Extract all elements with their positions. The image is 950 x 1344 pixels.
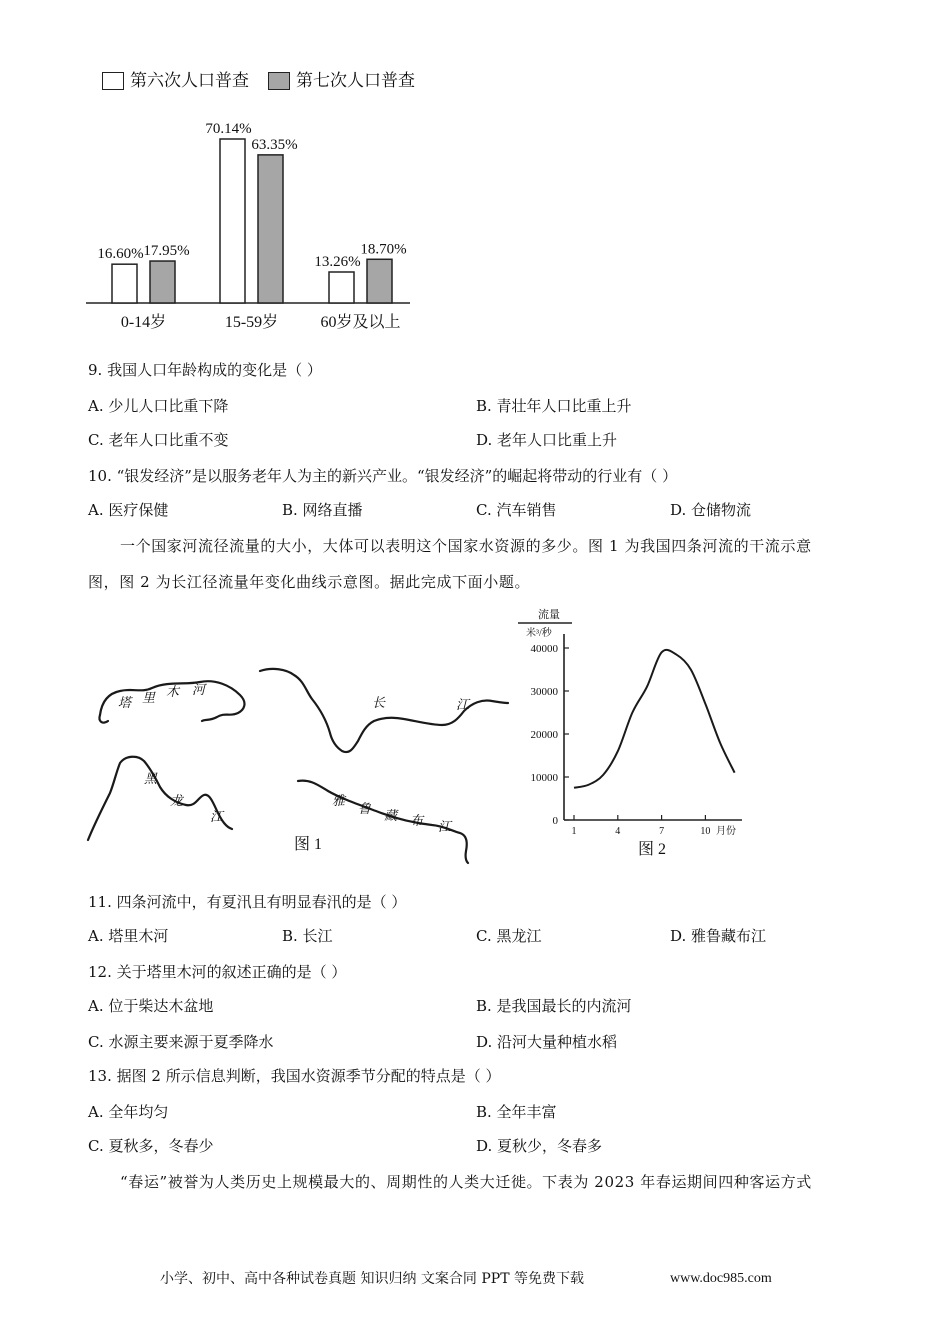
q12-option-d[interactable]: D. 沿河大量种植水稻 bbox=[476, 1033, 618, 1051]
q10-option-c[interactable]: C. 汽车销售 bbox=[476, 501, 557, 519]
runoff-x-tick-label-0: 1 bbox=[571, 826, 577, 837]
q11-option-b[interactable]: B. 长江 bbox=[282, 927, 333, 945]
q11-option-c[interactable]: C. 黑龙江 bbox=[476, 927, 542, 945]
passage-rivers-line1: 一个国家河流径流量的大小，大体可以表明这个国家水资源的多少。图 1 为我国四条河流的干流示意 bbox=[120, 537, 812, 555]
runoff-y-title: 流量 bbox=[538, 609, 560, 621]
q9-option-b[interactable]: B. 青壮年人口比重上升 bbox=[476, 397, 632, 415]
bar-value-label-sixth-2: 13.26% bbox=[314, 253, 361, 270]
legend-label-sixth: 第六次人口普查 bbox=[130, 71, 249, 91]
bar-sixth-1 bbox=[220, 139, 245, 303]
bar-value-label-seventh-1: 63.35% bbox=[251, 136, 298, 153]
q13-option-b[interactable]: B. 全年丰富 bbox=[476, 1103, 557, 1121]
heilong-label-3: 江 bbox=[210, 809, 224, 824]
legend-label-seventh: 第七次人口普查 bbox=[296, 71, 415, 91]
q13-stem: 13. 据图 2 所示信息判断，我国水资源季节分配的特点是（ ） bbox=[88, 1067, 501, 1085]
runoff-x-tick-label-2: 7 bbox=[659, 826, 665, 837]
yarlung-label-5: 江 bbox=[438, 819, 452, 834]
bar-seventh-2 bbox=[367, 259, 392, 303]
yangtze-label-2: 江 bbox=[456, 697, 470, 712]
footer-url[interactable]: www.doc985.com bbox=[670, 1271, 772, 1286]
q13-option-a[interactable]: A. 全年均匀 bbox=[88, 1103, 169, 1121]
bar-category-label-0: 0-14岁 bbox=[120, 314, 167, 331]
figure2-runoff-chart bbox=[510, 606, 770, 862]
q11-option-a[interactable]: A. 塔里木河 bbox=[88, 927, 169, 945]
yarlung-label-3: 藏 bbox=[384, 808, 398, 823]
tarim-label-2: 里 bbox=[142, 690, 156, 705]
bar-seventh-1 bbox=[258, 155, 283, 303]
q12-option-b[interactable]: B. 是我国最长的内流河 bbox=[476, 997, 632, 1015]
passage-rivers-line2: 图，图 2 为长江径流量年变化曲线示意图。据此完成下面小题。 bbox=[88, 573, 531, 591]
runoff-y-tick-label-3: 10000 bbox=[530, 772, 558, 784]
bar-value-label-seventh-0: 17.95% bbox=[143, 243, 190, 260]
runoff-curve bbox=[574, 650, 735, 788]
yarlung-label-4: 布 bbox=[410, 813, 424, 828]
bar-seventh-0 bbox=[150, 261, 175, 303]
yangtze-river-line bbox=[260, 669, 508, 752]
bar-value-label-seventh-2: 18.70% bbox=[360, 241, 407, 258]
footer-text: 小学、初中、高中各种试卷真题 知识归纳 文案合同 PPT 等免费下载 bbox=[160, 1271, 584, 1287]
bar-category-label-2: 60岁及以上 bbox=[320, 314, 401, 331]
q11-option-d[interactable]: D. 雅鲁藏布江 bbox=[670, 927, 767, 945]
runoff-x-tick-label-3: 10 bbox=[700, 826, 711, 837]
bar-sixth-0 bbox=[112, 264, 137, 303]
q11-stem: 11. 四条河流中，有夏汛且有明显春汛的是（ ） bbox=[88, 893, 407, 911]
legend-swatch-sixth bbox=[102, 72, 124, 90]
yangtze-label-1: 长 bbox=[372, 695, 386, 710]
tarim-label-4: 河 bbox=[192, 682, 206, 697]
q10-option-b[interactable]: B. 网络直播 bbox=[282, 501, 363, 519]
q10-option-d[interactable]: D. 仓储物流 bbox=[670, 501, 752, 519]
yarlung-label-2: 鲁 bbox=[358, 801, 372, 816]
runoff-y-tick-label-2: 20000 bbox=[530, 729, 558, 741]
runoff-x-unit: 月份 bbox=[716, 826, 736, 837]
tarim-label-3: 木 bbox=[166, 684, 180, 699]
legend-swatch-seventh bbox=[268, 72, 290, 90]
q9-option-d[interactable]: D. 老年人口比重上升 bbox=[476, 431, 618, 449]
figure1-river-map bbox=[80, 655, 510, 865]
q13-option-d[interactable]: D. 夏秋少，冬春多 bbox=[476, 1137, 603, 1155]
figure2-caption: 图 2 bbox=[638, 841, 667, 858]
q10-option-a[interactable]: A. 医疗保健 bbox=[88, 501, 169, 519]
heilong-label-2: 龙 bbox=[170, 793, 184, 808]
runoff-y-unit: 米³/秒 bbox=[526, 628, 552, 639]
runoff-y-tick-label-4: 0 bbox=[552, 815, 558, 827]
bar-category-label-1: 15-59岁 bbox=[224, 314, 279, 331]
q12-stem: 12. 关于塔里木河的叙述正确的是（ ） bbox=[88, 963, 347, 981]
census-bar-chart bbox=[80, 110, 440, 335]
runoff-y-tick-label-0: 40000 bbox=[530, 643, 558, 655]
tarim-label-1: 塔 bbox=[118, 695, 132, 710]
figure1-caption: 图 1 bbox=[294, 836, 323, 853]
yarlung-label-1: 雅 bbox=[332, 793, 346, 808]
q12-option-a[interactable]: A. 位于柴达木盆地 bbox=[88, 997, 214, 1015]
bar-value-label-sixth-0: 16.60% bbox=[97, 246, 144, 263]
heilongjiang-line bbox=[88, 757, 232, 840]
q9-option-a[interactable]: A. 少儿人口比重下降 bbox=[88, 397, 229, 415]
q12-option-c[interactable]: C. 水源主要来源于夏季降水 bbox=[88, 1033, 274, 1051]
bar-sixth-2 bbox=[329, 272, 354, 303]
tarim-river-tail bbox=[99, 715, 108, 723]
runoff-y-tick-label-1: 30000 bbox=[530, 686, 558, 698]
runoff-x-tick-label-1: 4 bbox=[615, 826, 621, 837]
bar-value-label-sixth-1: 70.14% bbox=[205, 121, 252, 137]
q9-stem: 9. 我国人口年龄构成的变化是（ ） bbox=[88, 361, 322, 379]
q9-option-c[interactable]: C. 老年人口比重不变 bbox=[88, 431, 229, 449]
heilong-label-1: 黑 bbox=[144, 771, 158, 786]
passage-spring-festival: “春运”被誉为人类历史上规模最大的、周期性的人类大迁徙。下表为 2023 年春运期间四种客运方式 bbox=[120, 1173, 812, 1191]
q13-option-c[interactable]: C. 夏秋多，冬春少 bbox=[88, 1137, 214, 1155]
q10-stem: 10. “银发经济”是以服务老年人为主的新兴产业。“银发经济”的崛起将带动的行业有（ ） bbox=[88, 467, 678, 485]
